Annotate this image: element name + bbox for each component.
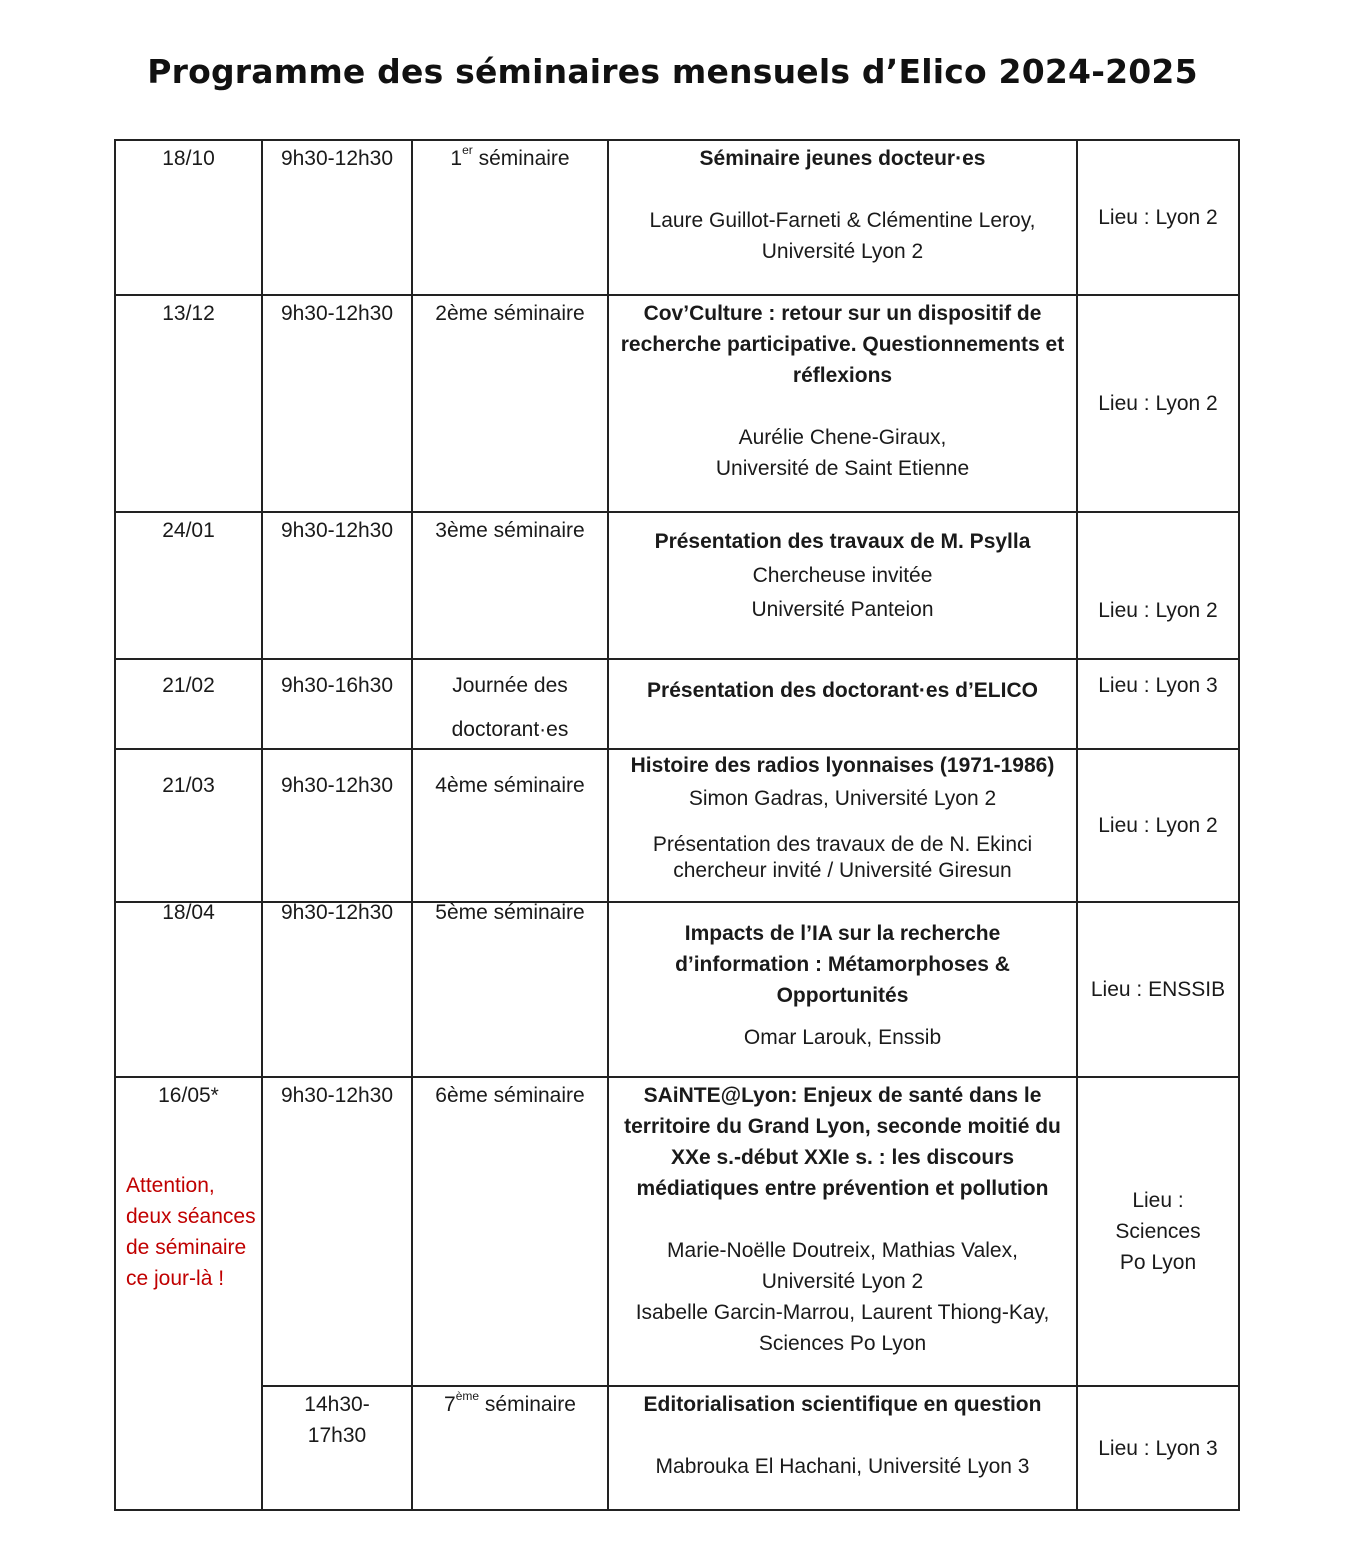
seminar-schedule-table — [114, 139, 1240, 1511]
table-row — [115, 295, 1239, 512]
time-cell: 9h30-16h30 — [262, 659, 412, 749]
time-cell: 9h30-12h30 — [262, 749, 412, 902]
date-cell: 18/04 — [115, 902, 262, 1077]
date-cell: 13/12 — [115, 295, 262, 512]
warning-note: Attention, deux séances de séminaire ce jour-là ! — [126, 1174, 256, 1290]
location-cell: Lieu : ENSSIB — [1077, 902, 1239, 1077]
topic-cell — [608, 659, 1077, 749]
topic-cell — [608, 1077, 1077, 1386]
seminar-cell: 7ème séminaire — [412, 1386, 608, 1510]
seminar-topic: Impacts de l’IA sur la recherche d’information : Métamorphoses & Opportunités — [675, 922, 1010, 1007]
seminar-topic: Présentation des travaux de M. Psylla — [654, 530, 1031, 553]
location-cell: Lieu : Lyon 2 — [1077, 512, 1239, 659]
time-cell: 9h30-12h30 — [262, 1077, 412, 1386]
table-row — [115, 1077, 1239, 1386]
speakers: Aurélie Chene-Giraux, — [738, 426, 947, 449]
seminar-topic: Editorialisation scientifique en question — [643, 1393, 1042, 1416]
seminar-topic: Présentation des doctorant·es d’ELICO — [647, 679, 1038, 702]
speakers-2: Isabelle Garcin-Marrou, Laurent Thiong-Kay, Sciences Po Lyon — [635, 1301, 1050, 1355]
topic-cell — [608, 295, 1077, 512]
table-row — [115, 749, 1239, 902]
topic-cell — [608, 902, 1077, 1077]
affiliation: Université Lyon 2 — [761, 240, 924, 263]
time-cell: 9h30-12h30 — [262, 512, 412, 659]
speakers: Chercheuse invitée — [752, 564, 933, 587]
table-row — [115, 659, 1239, 749]
affiliation: Université Panteion — [751, 598, 934, 621]
topic-cell — [608, 140, 1077, 295]
date-cell: 16/05* Attention, deux séances de séminaire ce jour-là ! — [115, 1077, 262, 1510]
location-cell: Lieu : Lyon 2 — [1077, 140, 1239, 295]
time-cell: 9h30-12h30 — [262, 295, 412, 512]
seminar-cell: 4ème séminaire — [412, 749, 608, 902]
location-cell: Lieu : Sciences Po Lyon — [1077, 1077, 1239, 1386]
topic-cell — [608, 512, 1077, 659]
time-cell: 14h30-17h30 — [262, 1386, 412, 1510]
seminar-cell: 2ème séminaire — [412, 295, 608, 512]
seminar-topic: Séminaire jeunes docteur·es — [699, 147, 986, 170]
seminar-topic: Histoire des radios lyonnaises (1971-1986) — [630, 754, 1055, 777]
seminar-cell: 3ème séminaire — [412, 512, 608, 659]
topic-cell — [608, 1386, 1077, 1510]
seminar-topic: Cov’Culture : retour sur un dispositif de recherche participative. Questionnements et réflexions — [620, 302, 1065, 387]
date-cell: 21/03 — [115, 749, 262, 902]
table-row — [115, 902, 1239, 1077]
speakers: Marie-Noëlle Doutreix, Mathias Valex, Université Lyon 2 — [667, 1239, 1018, 1293]
time-cell: 9h30-12h30 — [262, 140, 412, 295]
location-cell: Lieu : Lyon 2 — [1077, 295, 1239, 512]
seminar-cell: Journée des doctorant·es — [412, 659, 608, 749]
location-cell: Lieu : Lyon 3 — [1077, 659, 1239, 749]
affiliation: chercheur invité / Université Giresun — [673, 859, 1012, 882]
time-cell: 9h30-12h30 — [262, 902, 412, 1077]
table-row — [115, 1386, 1239, 1510]
speakers: Omar Larouk, Enssib — [743, 1026, 942, 1049]
affiliation: Université de Saint Etienne — [715, 457, 970, 480]
date-cell: 18/10 — [115, 140, 262, 295]
speakers: Simon Gadras, Université Lyon 2 — [688, 787, 997, 810]
seminar-cell: 6ème séminaire — [412, 1077, 608, 1386]
date-cell: 21/02 — [115, 659, 262, 749]
table-row — [115, 140, 1239, 295]
seminar-cell: 1er séminaire — [412, 140, 608, 295]
table-row — [115, 512, 1239, 659]
speakers: Laure Guillot-Farneti & Clémentine Leroy, — [649, 209, 1036, 232]
location-cell: Lieu : Lyon 2 — [1077, 749, 1239, 902]
page-title: Programme des séminaires mensuels d’Elico 2024-2025 — [147, 52, 1198, 91]
topic-cell — [608, 749, 1077, 902]
date-cell: 24/01 — [115, 512, 262, 659]
speakers: Mabrouka El Hachani, Université Lyon 3 — [655, 1455, 1030, 1478]
seminar-cell: 5ème séminaire — [412, 902, 608, 1077]
seminar-topic: SAiNTE@Lyon: Enjeux de santé dans le territoire du Grand Lyon, seconde moitié du XXe s.-début XXIe s. : les discours médiatiques entre prévention et pollution — [624, 1084, 1061, 1200]
seminar-topic-2: Présentation des travaux de de N. Ekinci — [652, 833, 1033, 856]
location-cell: Lieu : Lyon 3 — [1077, 1386, 1239, 1510]
